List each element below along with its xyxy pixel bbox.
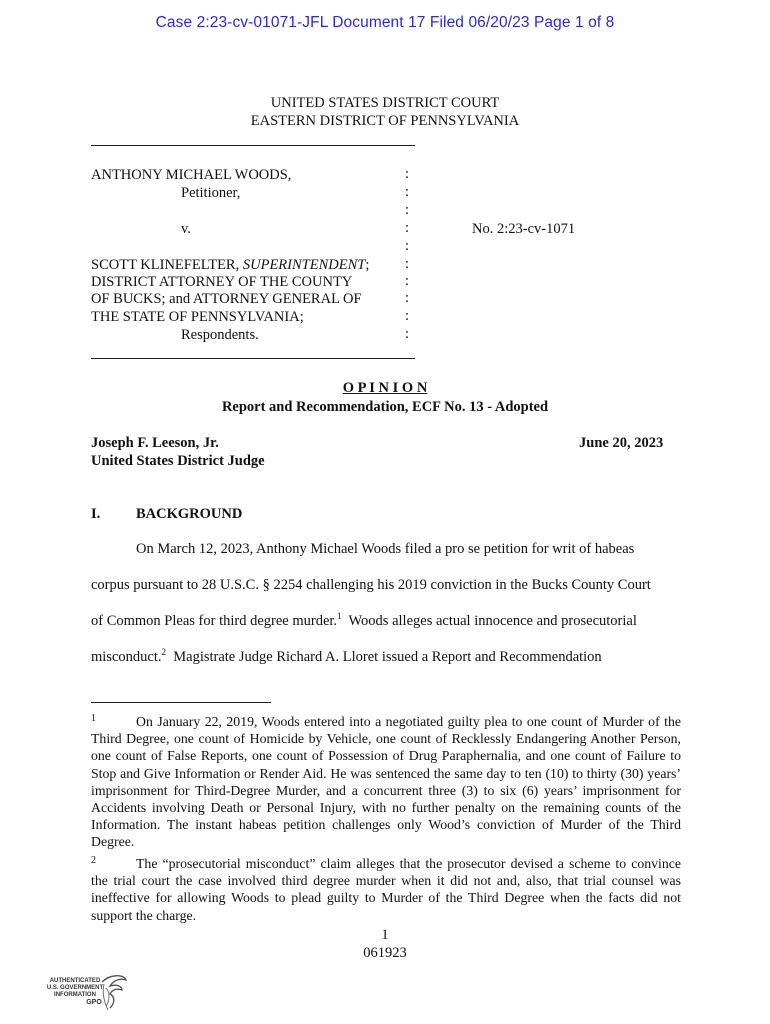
judge-name: Joseph F. Leeson, Jr. <box>91 435 219 451</box>
section-heading: BACKGROUND <box>136 506 243 522</box>
section-number: I. <box>91 506 101 522</box>
caption-colon: : <box>405 166 410 182</box>
footnote-text-2: The “prosecutorial misconduct” claim alleges that the prosecutor devised a scheme to convince the trial court the case involved third degree murder when it did not and, also, that trial counsel was ineffective for allowing Woods to plead guilty to Murder of the Third Degree when the facts did not support the charge. <box>91 856 681 923</box>
seal-line-1: AUTHENTICATED <box>49 978 101 984</box>
seal-line-4: GPO <box>86 999 102 1006</box>
respondent-line-4: THE STATE OF PENNSYLVANIA; <box>91 309 304 325</box>
footnote-separator <box>91 702 271 703</box>
caption-colon: : <box>405 308 410 324</box>
opinion-subtitle: Report and Recommendation, ECF No. 13 - Adopted <box>221 399 549 415</box>
case-number: No. 2:23-cv-1071 <box>472 221 576 237</box>
body-line-4: misconduct.$^2$ Magistrate Judge Richard A. Lloret issued a Report and Recommendation <box>91 647 602 665</box>
opinion-date: June 20, 2023 <box>579 435 664 451</box>
judge-title: United States District Judge <box>91 453 265 469</box>
footnote-ref-2[interactable]: 2 <box>161 647 166 657</box>
court-line-1: UNITED STATES DISTRICT COURT <box>270 95 500 111</box>
caption-colon: : <box>405 326 410 342</box>
caption-top-rule <box>91 145 415 146</box>
opinion-title: O P I N I O N <box>342 380 428 396</box>
footnote-2 <box>91 852 681 924</box>
body-line-1: On March 12, 2023, Anthony Michael Woods filed a pro se petition for writ of habeas <box>136 541 635 557</box>
caption-colon: : <box>405 202 410 218</box>
seal-line-3: INFORMATION <box>54 992 96 998</box>
respondent-line-2: DISTRICT ATTORNEY OF THE COUNTY <box>91 274 353 290</box>
case-header: Case 2:23-cv-01071-JFL Document 17 Filed 06/20/23 Page 1 of 8 <box>155 14 615 31</box>
versus-label: v. <box>181 221 191 237</box>
respondent-line-1: SCOTT KLINEFELTER, SUPERINTENDENT; <box>91 257 370 273</box>
gpo-authentication-seal <box>44 972 128 1016</box>
court-name <box>0 94 770 130</box>
document-code: 061923 <box>363 945 407 961</box>
page-number: 1 <box>381 927 389 943</box>
petitioner-role: Petitioner, <box>181 185 241 201</box>
caption-colon: : <box>405 290 410 306</box>
body-line-3: of Common Pleas for third degree murder.$^1$ Woods alleges actual innocence and prosecutorial <box>91 611 637 629</box>
caption-colon: : <box>405 238 410 254</box>
caption-colon: : <box>405 184 410 200</box>
respondent-line-3: OF BUCKS; and ATTORNEY GENERAL OF <box>91 291 362 307</box>
caption-colon: : <box>405 273 410 289</box>
footnote-text-1: On January 22, 2019, Woods entered into a negotiated guilty plea to one count of Murder of the Third Degree, one count of Homicide by Vehicle, one count of Recklessly Endangering Another Person, one count of False Reports, one count of Possession of Drug Paraphernalia, and one count of Failure to Stop and Give Information or Render Aid. He was sentenced the same day to ten (10) to thirty (30) years’ imprisonment for Third-Degree Murder, and a concurrent three (3) to six (6) years’ imprisonment for Accidents involving Death or Personal Injury, with no further penalty on the remaining counts of the Information. The instant habeas petition challenges only Wood’s conviction of Murder of the Third Degree. <box>91 714 681 850</box>
footnote-ref-1[interactable]: 1 <box>337 611 342 621</box>
footnote-mark-1: 1 <box>91 713 96 724</box>
petitioner-name: ANTHONY MICHAEL WOODS, <box>91 167 292 183</box>
caption-colon: : <box>405 256 410 272</box>
seal-line-2: U.S. GOVERNMENT <box>46 985 104 991</box>
footnote-mark-2: 2 <box>91 855 96 866</box>
court-line-2: EASTERN DISTRICT OF PENNSYLVANIA <box>250 113 520 129</box>
body-line-2: corpus pursuant to 28 U.S.C. § 2254 challenging his 2019 conviction in the Bucks County Court <box>91 577 651 593</box>
caption-bottom-rule <box>91 358 415 359</box>
respondent-role: Respondents. <box>181 327 259 343</box>
caption-colon: : <box>405 220 410 236</box>
footnote-1 <box>91 710 681 851</box>
